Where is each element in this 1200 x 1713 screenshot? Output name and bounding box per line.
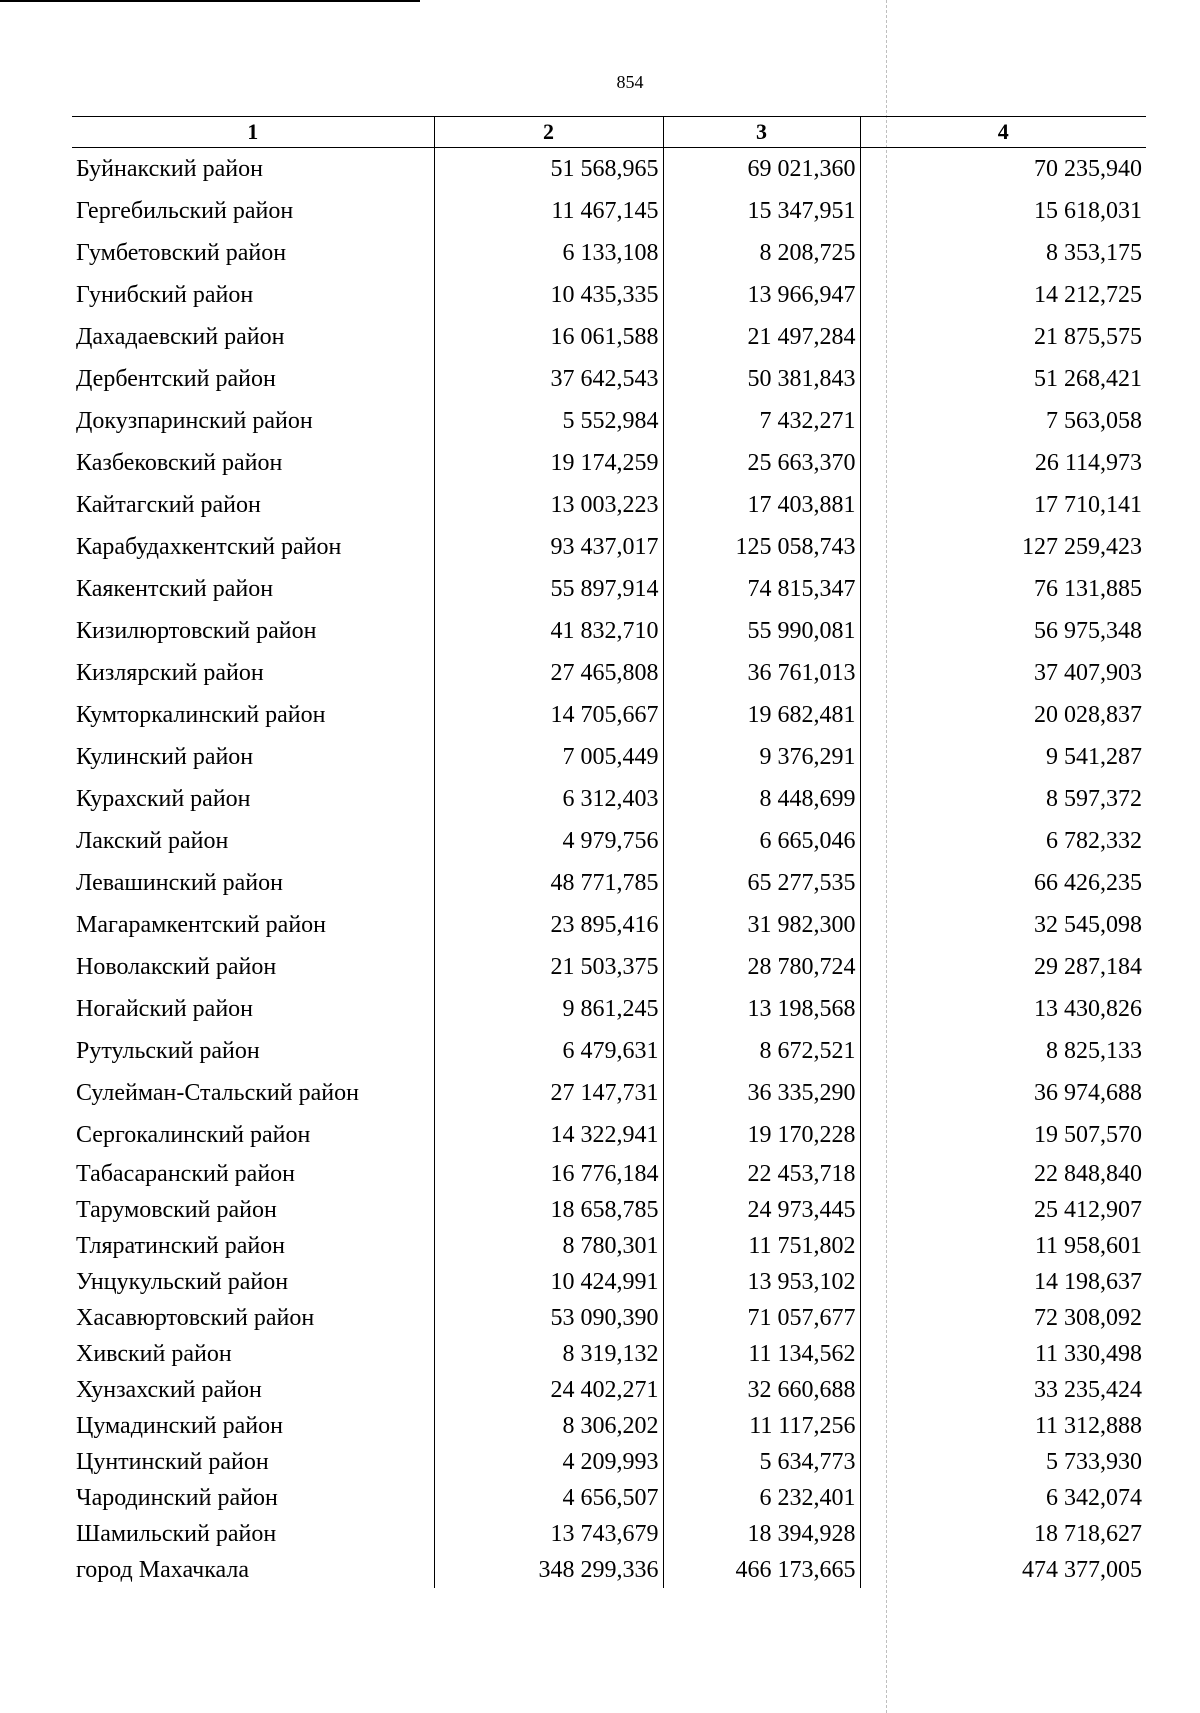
table-row [72,1408,1146,1444]
column-2-value-cell: 14 705,667 [434,694,663,736]
district-name-cell: Рутульский район [76,1037,260,1064]
column-3-value-cell: 11 134,562 [663,1336,860,1372]
column-4-value-cell: 127 259,423 [860,526,1146,568]
table-row [72,694,1146,736]
column-4-value-cell: 33 235,424 [860,1372,1146,1408]
column-2-value-cell: 13 003,223 [434,484,663,526]
district-name-cell: Хасавюртовский район [76,1304,315,1331]
column-3-value-cell: 5 634,773 [663,1444,860,1480]
column-header-3: 3 [663,117,860,148]
column-2-value-cell: 6 312,403 [434,778,663,820]
column-2-value-cell: 7 005,449 [434,736,663,778]
column-3-value-cell: 55 990,081 [663,610,860,652]
district-name-cell: Магарамкентский район [76,911,327,938]
column-4-value-cell: 15 618,031 [860,190,1146,232]
column-2-value-cell: 53 090,390 [434,1300,663,1336]
column-2-value-cell: 93 437,017 [434,526,663,568]
table-row [72,652,1146,694]
column-2-value-cell: 27 147,731 [434,1072,663,1114]
column-4-value-cell: 29 287,184 [860,946,1146,988]
column-2-value-cell: 11 467,145 [434,190,663,232]
column-2-value-cell: 23 895,416 [434,904,663,946]
district-name-cell: Кулинский район [76,743,254,770]
column-3-value-cell: 28 780,724 [663,946,860,988]
table-header-row [72,117,1146,148]
column-2-value-cell: 19 174,259 [434,442,663,484]
column-2-value-cell: 24 402,271 [434,1372,663,1408]
district-name-cell: Шамильский район [76,1520,277,1547]
column-4-value-cell: 6 342,074 [860,1480,1146,1516]
district-name-cell: Левашинский район [76,869,283,896]
district-name-cell: Кумторкалинский район [76,701,326,728]
column-3-value-cell: 8 208,725 [663,232,860,274]
district-name-cell: Казбековский район [76,449,283,476]
data-table-container [72,116,1146,1588]
column-2-value-cell: 8 780,301 [434,1228,663,1264]
table-row [72,1300,1146,1336]
column-2-value-cell: 27 465,808 [434,652,663,694]
column-3-value-cell: 50 381,843 [663,358,860,400]
table-row [72,1072,1146,1114]
column-4-value-cell: 51 268,421 [860,358,1146,400]
column-2-value-cell: 10 435,335 [434,274,663,316]
district-name-cell: Чародинский район [76,1484,278,1511]
district-name-cell: Карабудахкентский район [76,533,342,560]
column-3-value-cell: 6 665,046 [663,820,860,862]
column-4-value-cell: 36 974,688 [860,1072,1146,1114]
column-3-value-cell: 32 660,688 [663,1372,860,1408]
column-3-value-cell: 466 173,665 [663,1552,860,1588]
column-3-value-cell: 71 057,677 [663,1300,860,1336]
table-row [72,1114,1146,1156]
district-name-cell: Гумбетовский район [76,239,287,266]
column-2-value-cell: 18 658,785 [434,1192,663,1228]
column-4-value-cell: 8 825,133 [860,1030,1146,1072]
column-2-value-cell: 41 832,710 [434,610,663,652]
column-4-value-cell: 37 407,903 [860,652,1146,694]
column-3-value-cell: 65 277,535 [663,862,860,904]
column-4-value-cell: 9 541,287 [860,736,1146,778]
column-2-value-cell: 51 568,965 [434,148,663,191]
table-row [72,1156,1146,1192]
column-2-value-cell: 6 479,631 [434,1030,663,1072]
table-row [72,1228,1146,1264]
column-3-value-cell: 19 682,481 [663,694,860,736]
column-4-value-cell: 56 975,348 [860,610,1146,652]
table-row [72,820,1146,862]
district-name-cell: Кизлярский район [76,659,264,686]
column-4-value-cell: 18 718,627 [860,1516,1146,1552]
table-body [72,148,1146,1589]
column-4-value-cell: 14 212,725 [860,274,1146,316]
table-row [72,988,1146,1030]
top-rule [0,0,420,2]
column-2-value-cell: 16 061,588 [434,316,663,358]
table-row [72,1192,1146,1228]
column-header-4: 4 [860,117,1146,148]
column-4-value-cell: 474 377,005 [860,1552,1146,1588]
table-row [72,568,1146,610]
table-row [72,778,1146,820]
column-3-value-cell: 15 347,951 [663,190,860,232]
district-name-cell: Дербентский район [76,365,276,392]
table-row [72,946,1146,988]
table-row [72,1480,1146,1516]
district-name-cell: Сергокалинский район [76,1121,311,1148]
column-4-value-cell: 11 958,601 [860,1228,1146,1264]
column-4-value-cell: 8 597,372 [860,778,1146,820]
table-row [72,610,1146,652]
district-name-cell: город Махачкала [76,1556,249,1583]
column-header-2: 2 [434,117,663,148]
table-row [72,736,1146,778]
column-3-value-cell: 13 953,102 [663,1264,860,1300]
table-row [72,148,1146,191]
column-3-value-cell: 22 453,718 [663,1156,860,1192]
district-name-cell: Лакский район [76,827,229,854]
column-3-value-cell: 7 432,271 [663,400,860,442]
column-3-value-cell: 17 403,881 [663,484,860,526]
table-row [72,1030,1146,1072]
column-2-value-cell: 16 776,184 [434,1156,663,1192]
table-row [72,1264,1146,1300]
column-2-value-cell: 4 979,756 [434,820,663,862]
column-3-value-cell: 8 448,699 [663,778,860,820]
column-4-value-cell: 14 198,637 [860,1264,1146,1300]
table-row [72,1336,1146,1372]
column-2-value-cell: 5 552,984 [434,400,663,442]
column-3-value-cell: 24 973,445 [663,1192,860,1228]
column-4-value-cell: 22 848,840 [860,1156,1146,1192]
column-2-value-cell: 13 743,679 [434,1516,663,1552]
column-4-value-cell: 70 235,940 [860,148,1146,191]
table-row [72,1516,1146,1552]
district-name-cell: Сулейман-Стальский район [76,1079,359,1106]
district-name-cell: Дахадаевский район [76,323,285,350]
table-row [72,190,1146,232]
district-name-cell: Тляратинский район [76,1232,286,1259]
column-3-value-cell: 6 232,401 [663,1480,860,1516]
district-name-cell: Буйнакский район [76,155,263,182]
data-table [72,116,1146,1588]
column-2-value-cell: 4 209,993 [434,1444,663,1480]
column-3-value-cell: 11 117,256 [663,1408,860,1444]
column-2-value-cell: 14 322,941 [434,1114,663,1156]
column-3-value-cell: 21 497,284 [663,316,860,358]
district-name-cell: Хунзахский район [76,1376,262,1403]
column-2-value-cell: 37 642,543 [434,358,663,400]
column-4-value-cell: 11 330,498 [860,1336,1146,1372]
table-row [72,316,1146,358]
column-3-value-cell: 19 170,228 [663,1114,860,1156]
column-3-value-cell: 8 672,521 [663,1030,860,1072]
column-4-value-cell: 72 308,092 [860,1300,1146,1336]
district-name-cell: Хивский район [76,1340,232,1367]
column-4-value-cell: 6 782,332 [860,820,1146,862]
district-name-cell: Унцукульский район [76,1268,289,1295]
table-row [72,904,1146,946]
column-4-value-cell: 17 710,141 [860,484,1146,526]
district-name-cell: Кизилюртовский район [76,617,317,644]
table-row [72,862,1146,904]
column-4-value-cell: 76 131,885 [860,568,1146,610]
column-3-value-cell: 31 982,300 [663,904,860,946]
column-2-value-cell: 48 771,785 [434,862,663,904]
column-2-value-cell: 348 299,336 [434,1552,663,1588]
district-name-cell: Курахский район [76,785,251,812]
column-4-value-cell: 20 028,837 [860,694,1146,736]
table-row [72,1444,1146,1480]
district-name-cell: Гергебильский район [76,197,294,224]
column-2-value-cell: 55 897,914 [434,568,663,610]
district-name-cell: Цумадинский район [76,1412,283,1439]
table-row [72,526,1146,568]
column-3-value-cell: 13 198,568 [663,988,860,1030]
column-4-value-cell: 7 563,058 [860,400,1146,442]
district-name-cell: Цунтинский район [76,1448,269,1475]
column-4-value-cell: 5 733,930 [860,1444,1146,1480]
district-name-cell: Докузпаринский район [76,407,313,434]
column-2-value-cell: 21 503,375 [434,946,663,988]
district-name-cell: Новолакский район [76,953,277,980]
column-2-value-cell: 9 861,245 [434,988,663,1030]
column-3-value-cell: 36 335,290 [663,1072,860,1114]
column-2-value-cell: 8 306,202 [434,1408,663,1444]
district-name-cell: Табасаранский район [76,1160,296,1187]
district-name-cell: Тарумовский район [76,1196,277,1223]
table-row [72,1372,1146,1408]
column-4-value-cell: 25 412,907 [860,1192,1146,1228]
column-3-value-cell: 13 966,947 [663,274,860,316]
column-3-value-cell: 9 376,291 [663,736,860,778]
column-4-value-cell: 66 426,235 [860,862,1146,904]
column-2-value-cell: 6 133,108 [434,232,663,274]
table-row [72,484,1146,526]
district-name-cell: Гунибский район [76,281,254,308]
district-name-cell: Кайтагский район [76,491,261,518]
column-4-value-cell: 8 353,175 [860,232,1146,274]
column-4-value-cell: 11 312,888 [860,1408,1146,1444]
district-name-cell: Ногайский район [76,995,254,1022]
column-4-value-cell: 13 430,826 [860,988,1146,1030]
table-row [72,274,1146,316]
table-row [72,1552,1146,1588]
column-2-value-cell: 4 656,507 [434,1480,663,1516]
column-2-value-cell: 8 319,132 [434,1336,663,1372]
column-4-value-cell: 19 507,570 [860,1114,1146,1156]
district-name-cell: Каякентский район [76,575,274,602]
column-4-value-cell: 26 114,973 [860,442,1146,484]
column-2-value-cell: 10 424,991 [434,1264,663,1300]
column-3-value-cell: 125 058,743 [663,526,860,568]
table-row [72,400,1146,442]
column-4-value-cell: 32 545,098 [860,904,1146,946]
column-3-value-cell: 36 761,013 [663,652,860,694]
table-row [72,358,1146,400]
column-4-value-cell: 21 875,575 [860,316,1146,358]
column-header-1: 1 [72,117,434,148]
column-3-value-cell: 69 021,360 [663,148,860,191]
page-number: 854 [616,72,644,92]
column-3-value-cell: 25 663,370 [663,442,860,484]
column-3-value-cell: 18 394,928 [663,1516,860,1552]
column-3-value-cell: 11 751,802 [663,1228,860,1264]
column-3-value-cell: 74 815,347 [663,568,860,610]
table-row [72,442,1146,484]
table-row [72,232,1146,274]
